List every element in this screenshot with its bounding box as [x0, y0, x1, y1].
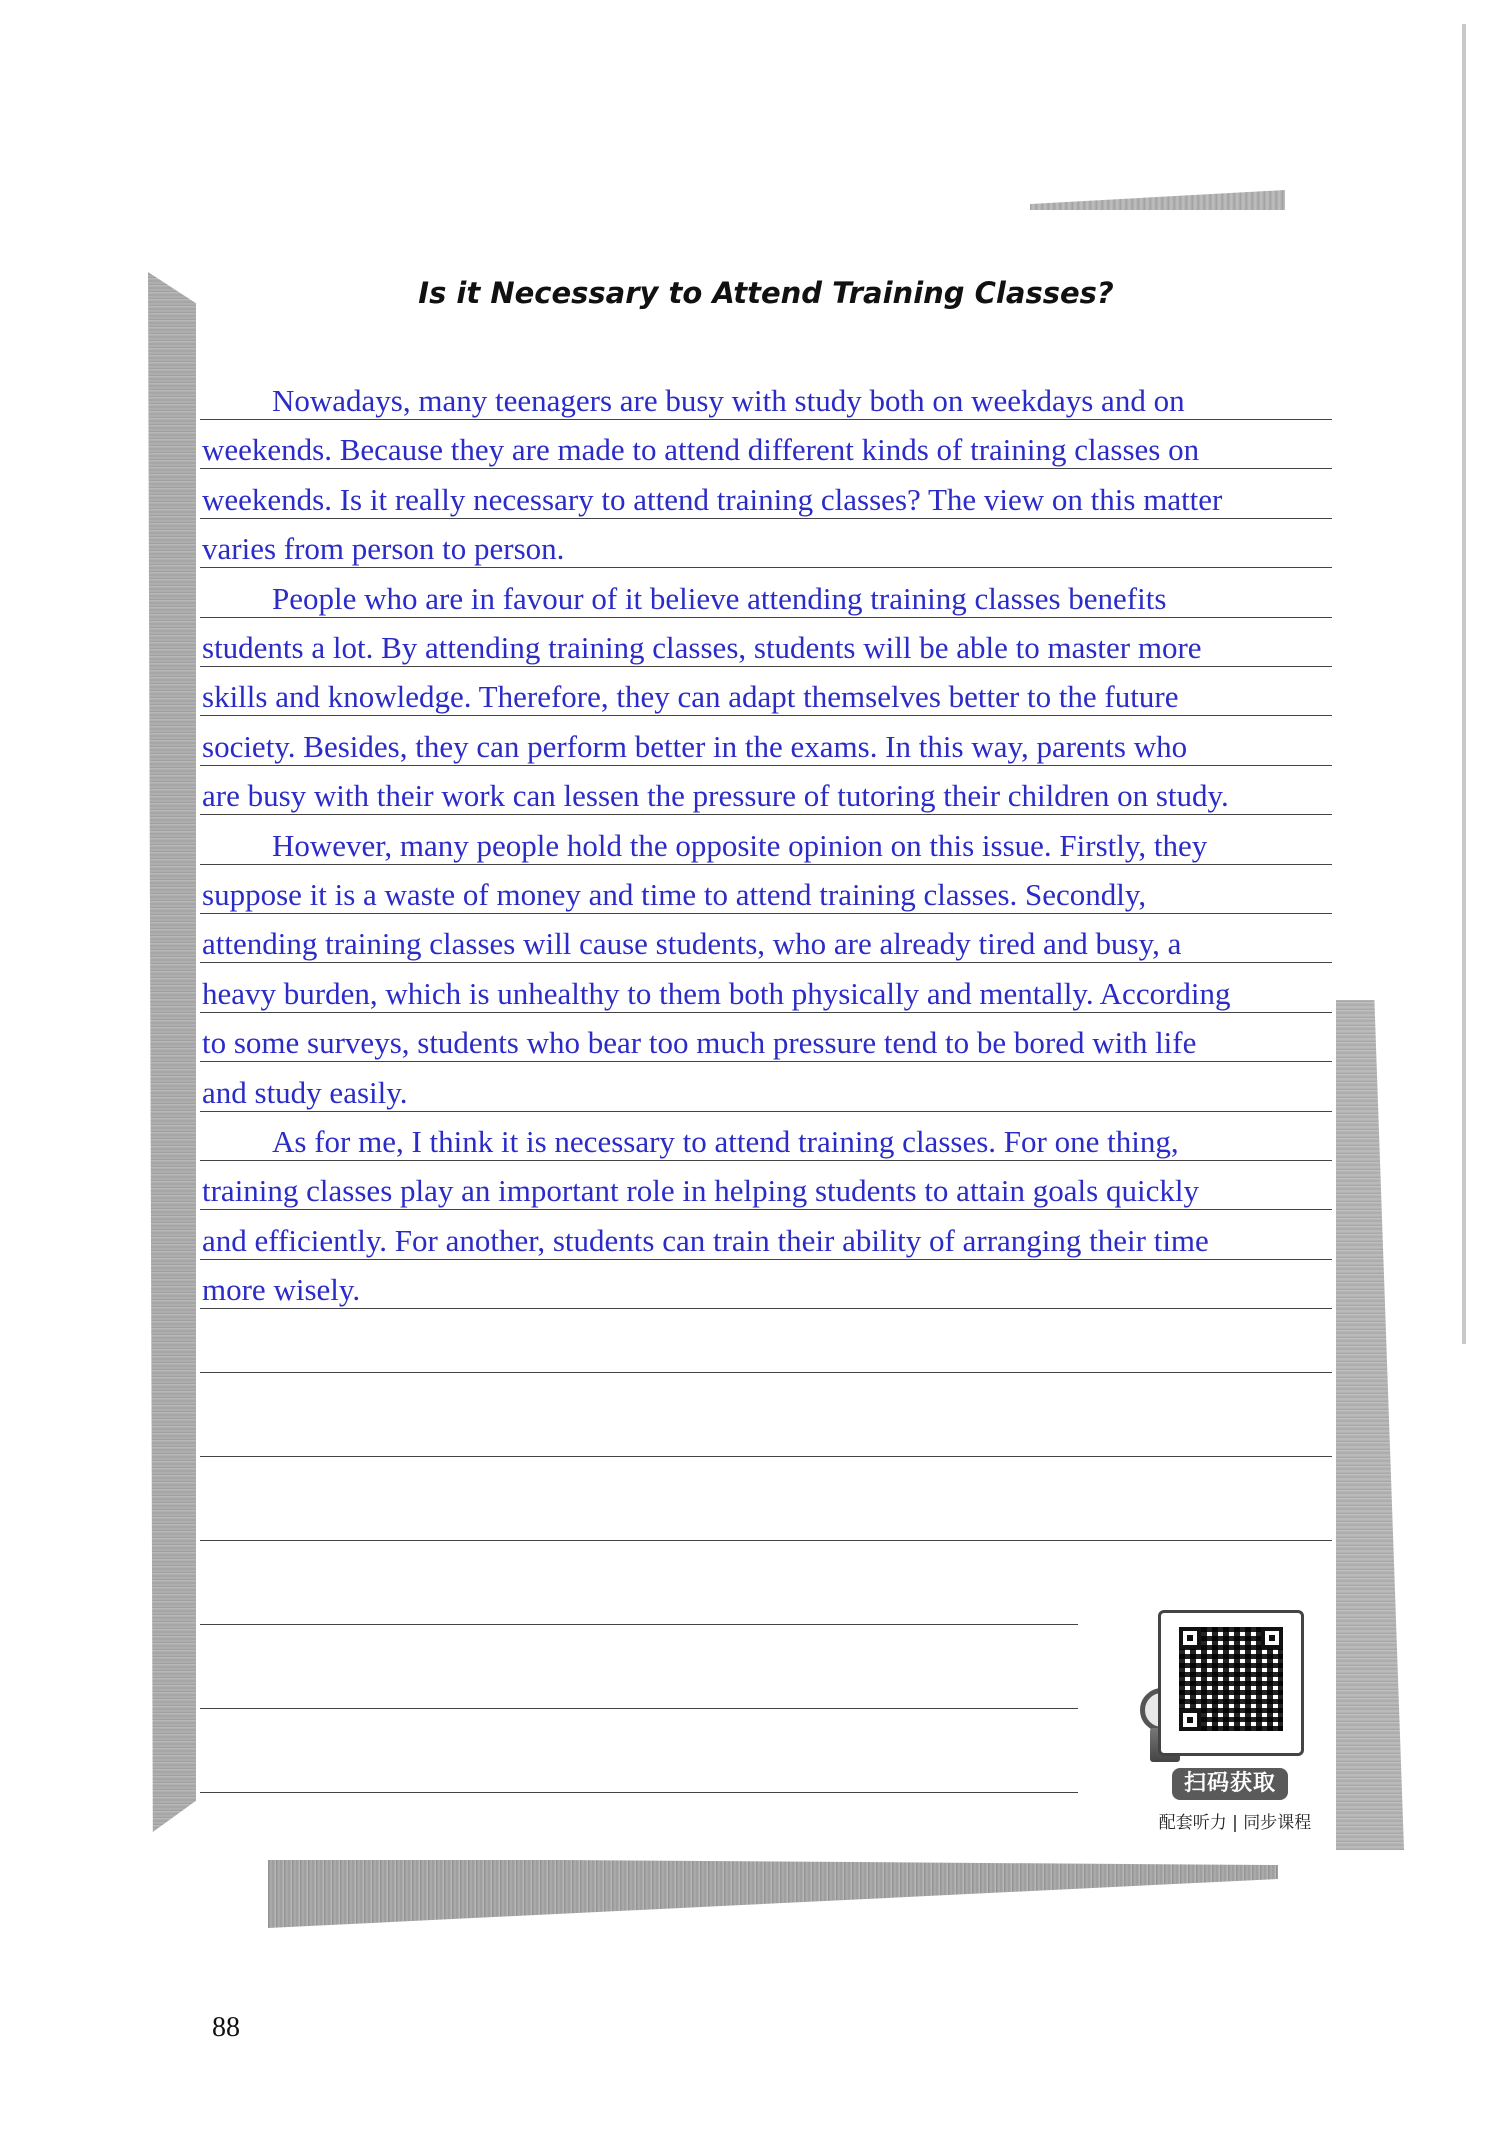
- ruled-line: [200, 1160, 1332, 1161]
- qr-finder-top-right: [1261, 1627, 1283, 1649]
- ruled-line: [200, 1259, 1332, 1260]
- qr-code[interactable]: [1158, 1610, 1304, 1756]
- ruled-line: [200, 962, 1332, 963]
- ruled-line: [200, 1308, 1332, 1309]
- ruled-line: [200, 864, 1332, 865]
- essay-line: and efficiently. For another, students can train their ability of arranging their time: [202, 1222, 1209, 1258]
- essay-line: more wisely.: [202, 1272, 361, 1308]
- frame-bottom-strip: [268, 1858, 1278, 1928]
- essay-line: People who are in favour of it believe attending training classes benefits: [272, 580, 1167, 616]
- qr-finder-top-left: [1179, 1627, 1201, 1649]
- essay-title: Is it Necessary to Attend Training Classes?: [418, 276, 1114, 310]
- essay-line: are busy with their work can lessen the pressure of tutoring their children on study.: [202, 778, 1229, 814]
- ruled-line: [200, 518, 1332, 519]
- ruled-line: [200, 765, 1332, 766]
- essay-line: students a lot. By attending training classes, students will be able to master more: [202, 630, 1202, 665]
- ruled-line: [200, 1111, 1332, 1112]
- page-edge: [1462, 24, 1466, 1344]
- essay-line: attending training classes will cause students, who are already tired and busy, a: [202, 926, 1182, 962]
- essay-line: varies from person to person.: [202, 531, 565, 567]
- page-number: 88: [212, 2012, 240, 2043]
- ruled-line: [200, 715, 1332, 716]
- essay-line: training classes play an important role in helping students to attain goals quickly: [202, 1173, 1199, 1209]
- ruled-line: [200, 1624, 1078, 1625]
- essay-line: heavy burden, which is unhealthy to them both physically and mentally. According: [202, 975, 1231, 1011]
- ruled-line: [200, 1708, 1078, 1709]
- ruled-line: [200, 1456, 1332, 1457]
- frame-right-strip: [1330, 1000, 1404, 1850]
- ruled-line: [200, 1061, 1332, 1062]
- frame-top-strip: [1030, 190, 1285, 210]
- ruled-line: [200, 666, 1332, 667]
- essay-line: and study easily.: [202, 1074, 408, 1110]
- frame-left-strip: [148, 272, 196, 1832]
- ruled-line: [200, 814, 1332, 815]
- ruled-line: [200, 913, 1332, 914]
- essay-line: skills and knowledge. Therefore, they can adapt themselves better to the future: [202, 679, 1179, 715]
- ruled-line: [200, 1540, 1332, 1541]
- essay-line: Nowadays, many teenagers are busy with study both on weekdays and on: [272, 383, 1185, 418]
- essay-line: However, many people hold the opposite opinion on this issue. Firstly, they: [272, 827, 1208, 863]
- ruled-line: [200, 1792, 1078, 1793]
- ruled-line: [200, 419, 1332, 420]
- essay-line: society. Besides, they can perform better in the exams. In this way, parents who: [202, 728, 1188, 764]
- ruled-line: [200, 468, 1332, 469]
- essay-line: weekends. Is it really necessary to attend training classes? The view on this matter: [202, 481, 1223, 517]
- essay-line: to some surveys, students who bear too much pressure tend to be bored with life: [202, 1025, 1197, 1061]
- ruled-line: [200, 617, 1332, 618]
- essay-line: suppose it is a waste of money and time to attend training classes. Secondly,: [202, 877, 1147, 912]
- ruled-line: [200, 1012, 1332, 1013]
- qr-finder-bottom-left: [1179, 1709, 1201, 1731]
- ruled-line: [200, 1372, 1332, 1373]
- essay-line: As for me, I think it is necessary to attend training classes. For one thing,: [272, 1124, 1179, 1159]
- essay-line: weekends. Because they are made to attend different kinds of training classes on: [202, 432, 1200, 468]
- qr-caption: 配套听力 | 同步课程: [1158, 1813, 1312, 1833]
- ruled-line: [200, 567, 1332, 568]
- qr-scan-badge: 扫码获取: [1172, 1768, 1288, 1800]
- ruled-line: [200, 1209, 1332, 1210]
